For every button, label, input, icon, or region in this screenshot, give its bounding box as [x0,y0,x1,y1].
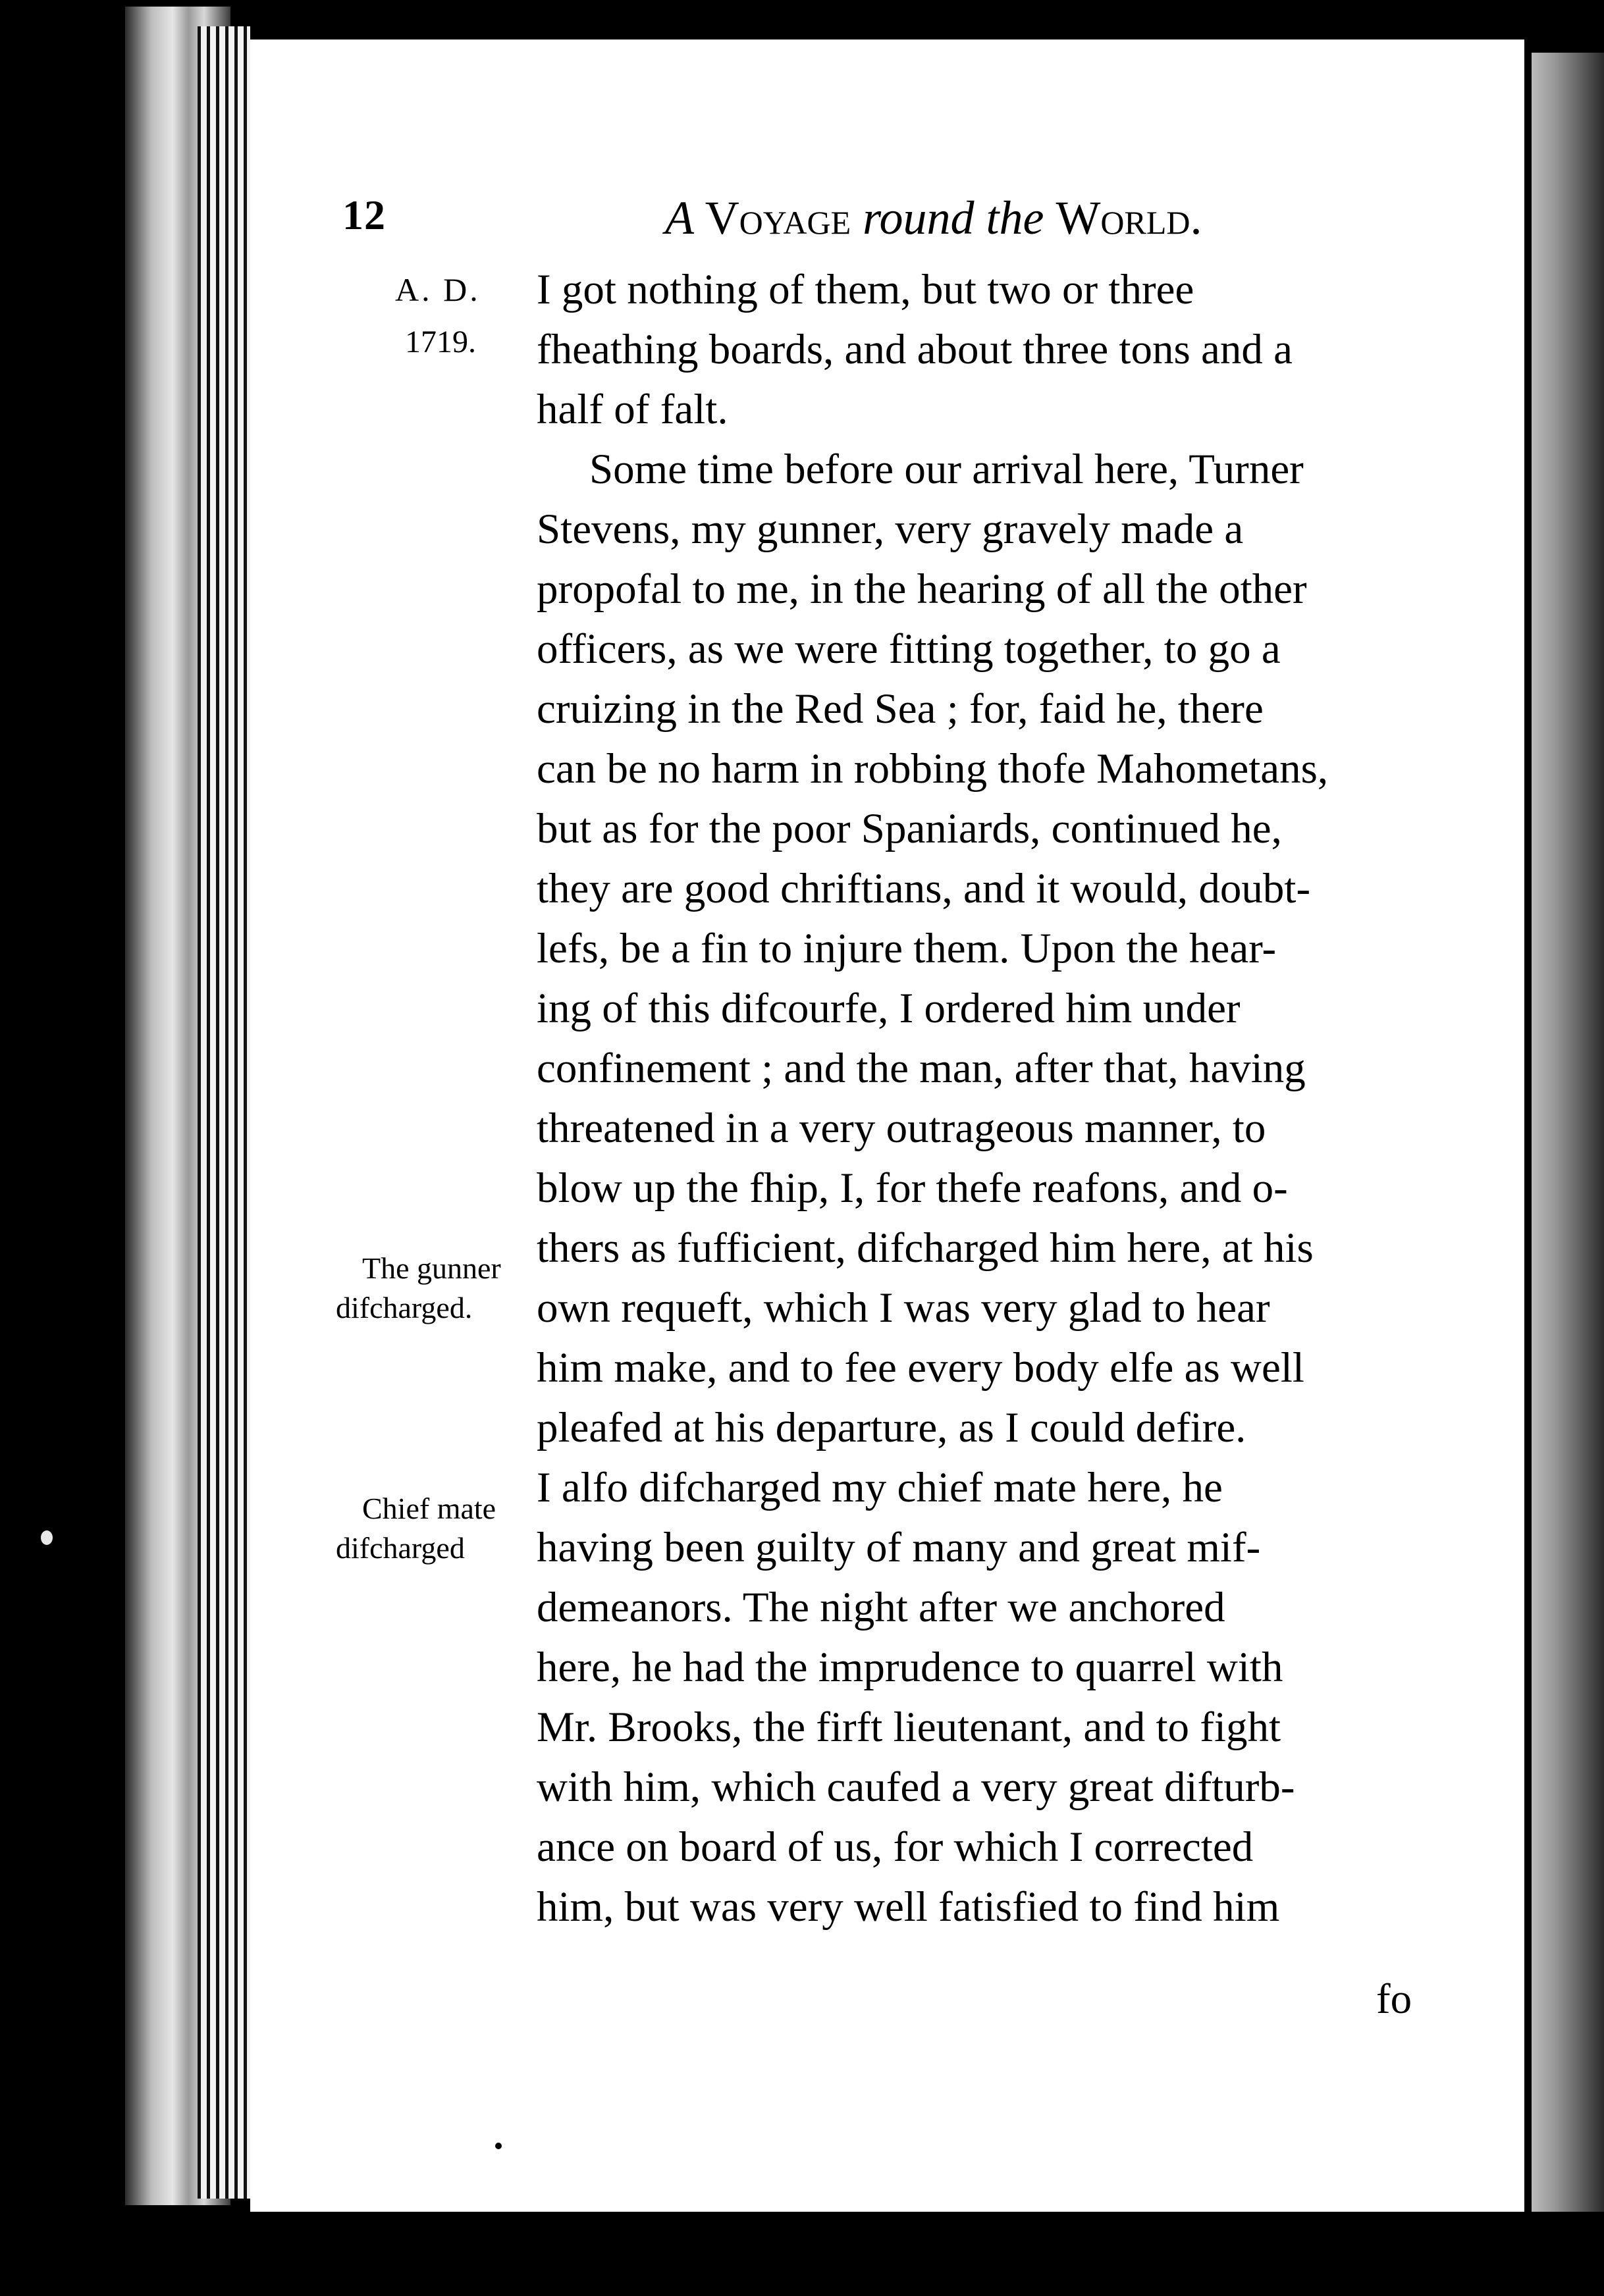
text-line: officers, as we were fitting together, to go a [537,625,1281,673]
text-line: pleafed at his departure, as I could defire. [537,1404,1246,1451]
sidenote-mate-line1: Chief mate [362,1492,496,1525]
text-line: having been guilty of many and great mif- [537,1524,1261,1571]
running-head-world: World. [1056,192,1202,244]
text-line: Stevens, my gunner, very gravely made a [537,506,1244,553]
text-line: I alfo difcharged my chief mate here, he [537,1464,1223,1511]
text-line: demeanors. The night after we anchored [537,1584,1225,1631]
sidenote-gunner-line1: The gunner [362,1251,501,1285]
text-line: but as for the poor Spaniards, continued he, [537,805,1282,852]
text-line: threatened in a very outrageous manner, to [537,1105,1266,1152]
text-line: Mr. Brooks, the firft lieutenant, and to fight [537,1704,1281,1751]
text-line: thers as fufficient, difcharged him here, at his [537,1224,1314,1272]
text-line: own requeft, which I was very glad to hear [537,1284,1270,1332]
page-edges-right [1532,53,1604,2212]
text-line: him, but was very well fatisfied to find him [537,1883,1280,1931]
page-number: 12 [342,192,386,238]
text-line: with him, which caufed a very great difturb- [537,1763,1295,1811]
text-line: fheathing boards, and about three tons and a [537,326,1293,373]
margin-mark [41,1530,53,1545]
sidenote-gunner-line2: difcharged. [336,1291,473,1324]
page-edges-left [198,26,250,2199]
text-line: propofal to me, in the hearing of all the other [537,565,1307,613]
catchword: fo [1376,1975,1412,2023]
running-head-round: round the [851,192,1056,244]
text-line: cruizing in the Red Sea ; for, faid he, there [537,685,1264,733]
running-head-voyage: Voyage [705,192,851,244]
sidenote-ad: A. D. [395,271,481,308]
text-line: ance on board of us, for which I corrected [537,1823,1254,1871]
running-head-article: A [665,192,705,244]
sidenote-year: 1719. [405,325,476,359]
text-line: here, he had the imprudence to quarrel with [537,1644,1283,1691]
text-line: lefs, be a fin to injure them. Upon the hear- [537,925,1277,972]
sidenote-mate-line2: difcharged [336,1531,465,1565]
text-line: half of falt. [537,386,728,433]
page-header [342,191,1330,263]
text-line: can be no harm in robbing thofe Mahometans, [537,745,1329,793]
text-line: blow up the fhip, I, for thefe reafons, and o- [537,1164,1288,1212]
text-line: I got nothing of them, but two or three [537,266,1194,313]
ink-speck [495,2143,502,2149]
text-line: him make, and to fee every body elfe as well [537,1344,1304,1392]
text-line: confinement ; and the man, after that, having [537,1045,1306,1092]
text-line: they are good chriftians, and it would, doubt- [537,865,1311,912]
running-head [665,191,1202,246]
paragraph-start-line: Some time before our arrival here, Turner [589,446,1304,493]
body-text [537,260,1426,1937]
text-line: ing of this difcourfe, I ordered him under [537,985,1241,1032]
